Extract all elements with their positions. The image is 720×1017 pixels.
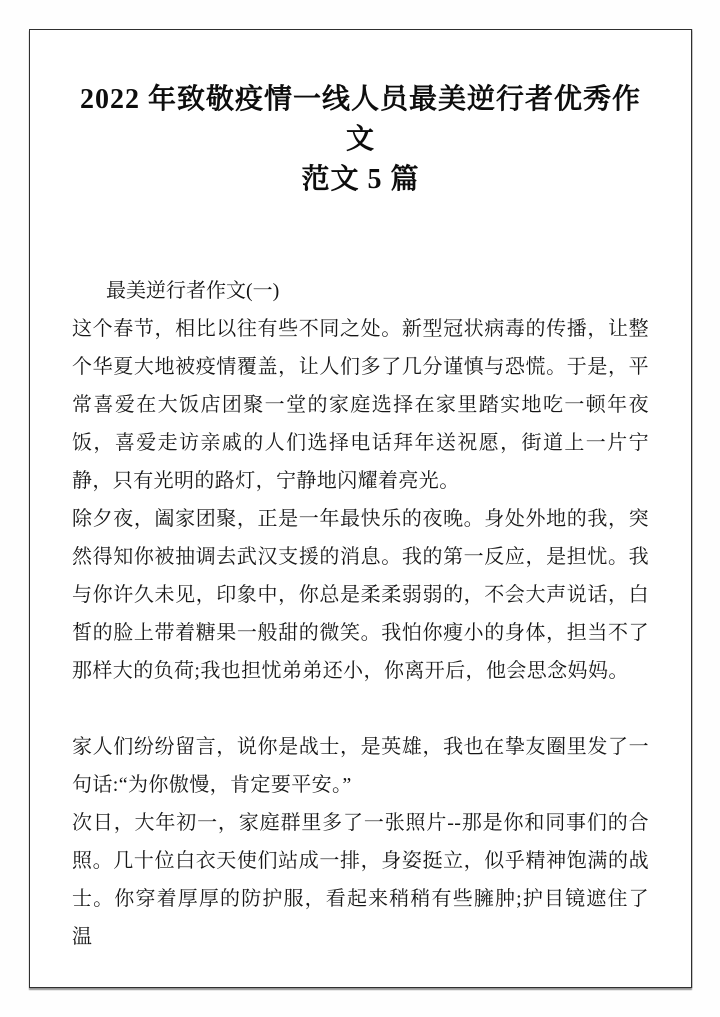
- section-heading: 最美逆行者作文(一): [106, 280, 280, 302]
- paragraph: 除夕夜，阖家团聚，正是一年最快乐的夜晚。身处外地的我，突然得知你被抽调去武汉支援的消息。我的第一反应，是担忧。我与你许久未见，印象中，你总是柔柔弱弱的，不会大声说话，白皙的脸上带着糖果一般甜的微笑。我怕你瘦小的身体，担当不了那样大的负荷;我也担忧弟弟还小，你离开后，他会思念妈妈。: [72, 508, 649, 682]
- document-title-line2: 范文 5 篇: [301, 164, 420, 195]
- document-title: [72, 80, 649, 200]
- paragraph: 次日，大年初一，家庭群里多了一张照片--那是你和同事们的合照。几十位白衣天使们站成一排，身姿挺立，似乎精神饱满的战士。你穿着厚厚的防护服，看起来稍稍有些臃肿;护目镜遮住了温: [72, 812, 649, 948]
- paragraph: 家人们纷纷留言，说你是战士，是英雄，我也在挚友圈里发了一句话:“为你傲慢，肯定要平安。”: [72, 736, 649, 796]
- paragraph: 这个春节，相比以往有些不同之处。新型冠状病毒的传播，让整个华夏大地被疫情覆盖，让人们多了几分谨慎与恐慌。于是，平常喜爱在大饭店团聚一堂的家庭选择在家里踏实地吃一顿年夜饭，喜爱走访亲戚的人们选择电话拜年送祝愿，街道上一片宁静，只有光明的路灯，宁静地闪耀着亮光。: [72, 318, 649, 492]
- page-content: [30, 30, 691, 956]
- document-page: [29, 29, 692, 988]
- document-title-line1: 2022 年致敬疫情一线人员最美逆行者优秀作文: [79, 84, 641, 155]
